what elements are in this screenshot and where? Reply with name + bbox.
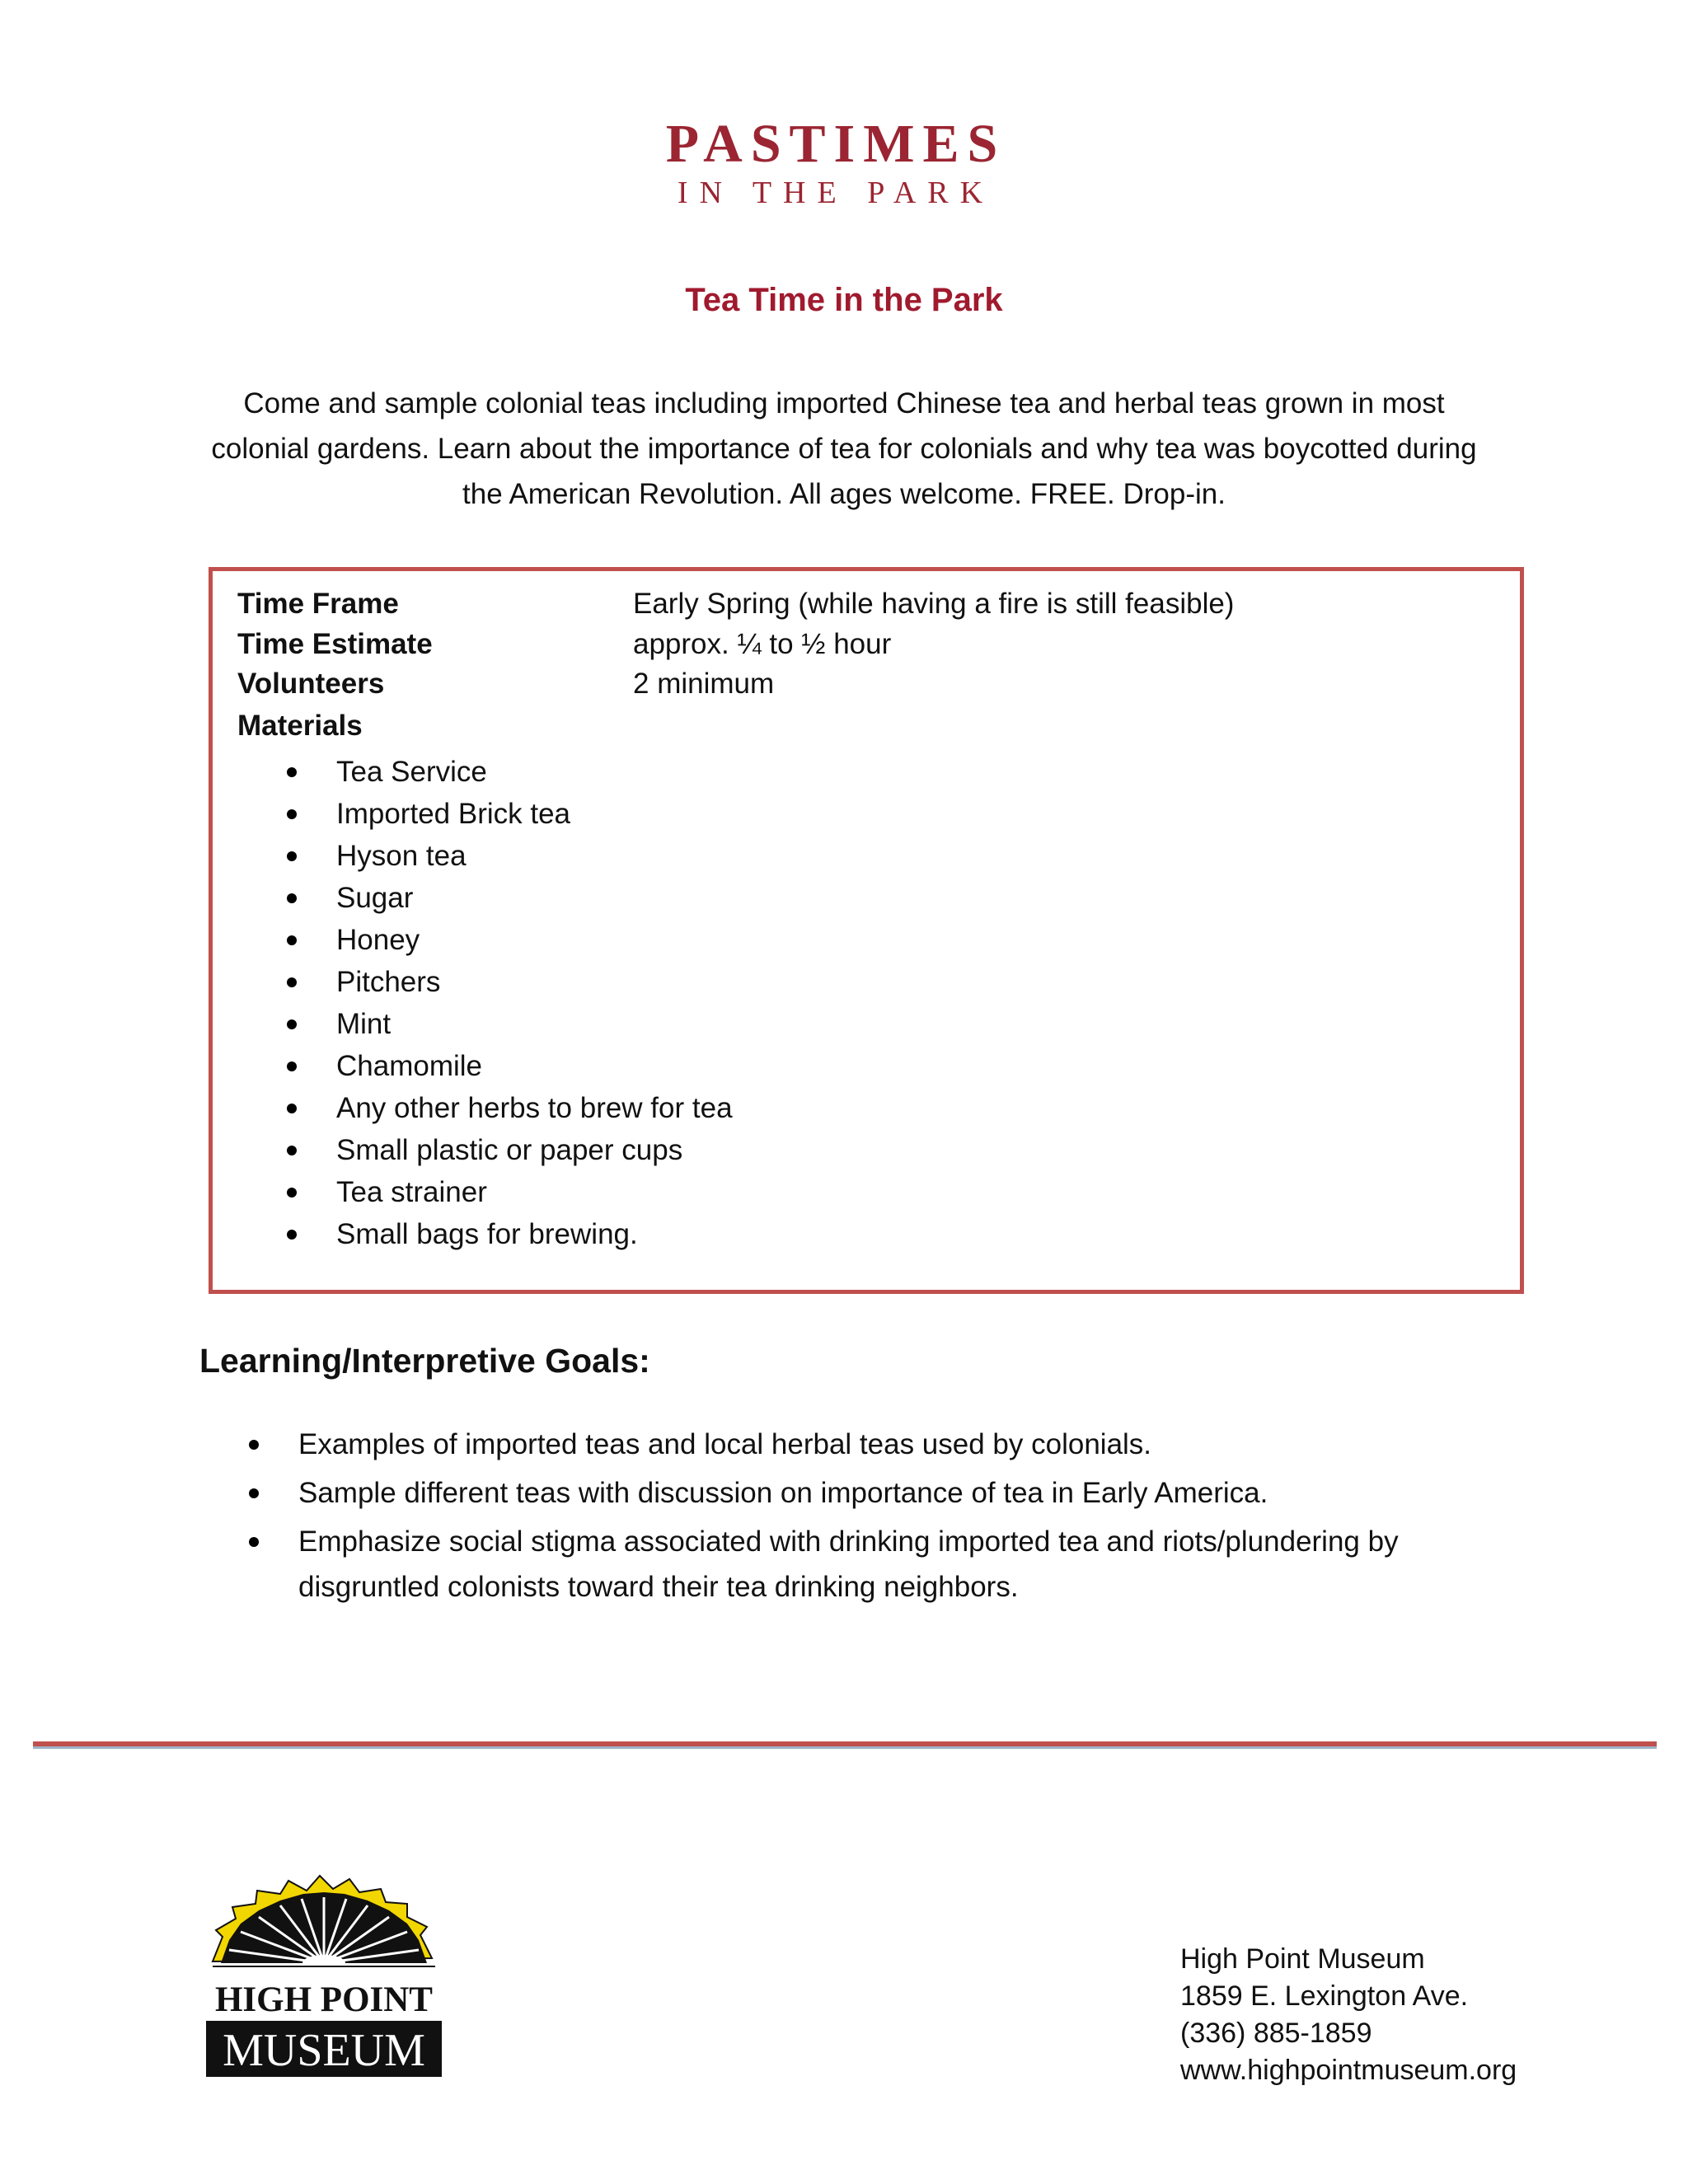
list-item: Tea Service: [287, 751, 733, 793]
footer-divider: [33, 1741, 1657, 1749]
footer-address: [1180, 1941, 1517, 2089]
volunteers-value: 2 minimum: [633, 668, 775, 700]
bullet-icon: [287, 1019, 297, 1029]
materials-label: Materials: [237, 710, 363, 742]
bullet-icon: [287, 809, 297, 819]
list-item: Small bags for brewing.: [287, 1213, 733, 1255]
time-estimate-label: Time Estimate: [237, 628, 433, 660]
museum-logo-line-2: MUSEUM: [223, 2025, 425, 2076]
list-item: Small plastic or paper cups: [287, 1129, 733, 1171]
museum-name: High Point Museum: [1180, 1943, 1425, 1975]
bullet-icon: [287, 935, 297, 945]
website-link[interactable]: www.highpointmuseum.org: [1180, 2055, 1517, 2086]
high-point-museum-logo: [204, 1869, 443, 2082]
list-item: Any other herbs to brew for tea: [287, 1087, 733, 1129]
bullet-icon: [249, 1488, 259, 1498]
list-item: Chamomile: [287, 1045, 733, 1087]
bullet-icon: [287, 1230, 297, 1240]
page-title: Tea Time in the Park: [685, 282, 1003, 318]
goals-list: [247, 1422, 1484, 1613]
bullet-icon: [287, 893, 297, 903]
list-item: Sugar: [287, 877, 733, 919]
bullet-icon: [287, 767, 297, 777]
bullet-icon: [287, 1146, 297, 1155]
bullet-icon: [287, 851, 297, 861]
museum-logo-line-1: HIGH POINT: [214, 1980, 434, 2019]
time-frame-label: Time Frame: [237, 588, 399, 620]
phone-number: (336) 885-1859: [1180, 2018, 1372, 2049]
materials-list: [287, 751, 733, 1255]
bullet-icon: [249, 1537, 259, 1547]
list-item: Sample different teas with discussion on importance of tea in Early America.: [247, 1470, 1484, 1516]
pastimes-logo: [617, 114, 1055, 216]
list-item: Emphasize social stigma associated with drinking imported tea and riots/plundering by disgruntled colonists toward their tea drinking neighbors.: [247, 1519, 1484, 1610]
volunteers-label: Volunteers: [237, 668, 385, 700]
logo-line-1: PASTIMES: [665, 114, 1006, 174]
list-item: Honey: [287, 919, 733, 961]
goals-heading: Learning/Interpretive Goals:: [199, 1342, 650, 1380]
details-box: [209, 567, 1524, 1294]
bullet-icon: [249, 1440, 259, 1450]
list-item: Tea strainer: [287, 1171, 733, 1213]
list-item: Imported Brick tea: [287, 793, 733, 835]
bullet-icon: [287, 977, 297, 987]
bullet-icon: [287, 1188, 297, 1197]
bullet-icon: [287, 1062, 297, 1071]
street-address: 1859 E. Lexington Ave.: [1180, 1980, 1469, 2012]
time-estimate-value: approx. ¼ to ½ hour: [633, 628, 892, 660]
time-frame-value: Early Spring (while having a fire is still feasible): [633, 588, 1235, 620]
list-item: Examples of imported teas and local herbal teas used by colonials.: [247, 1422, 1484, 1467]
list-item: Pitchers: [287, 961, 733, 1003]
list-item: Mint: [287, 1003, 733, 1045]
logo-line-2: IN THE PARK: [677, 176, 995, 210]
bullet-icon: [287, 1104, 297, 1113]
list-item: Hyson tea: [287, 835, 733, 877]
intro-paragraph: Come and sample colonial teas including imported Chinese tea and herbal teas grown in most colonial gardens. Learn about the importance of tea for colonials and why tea was boycotted during the American Revolution. All ages welcome. FREE. Drop-in.: [211, 387, 1477, 510]
